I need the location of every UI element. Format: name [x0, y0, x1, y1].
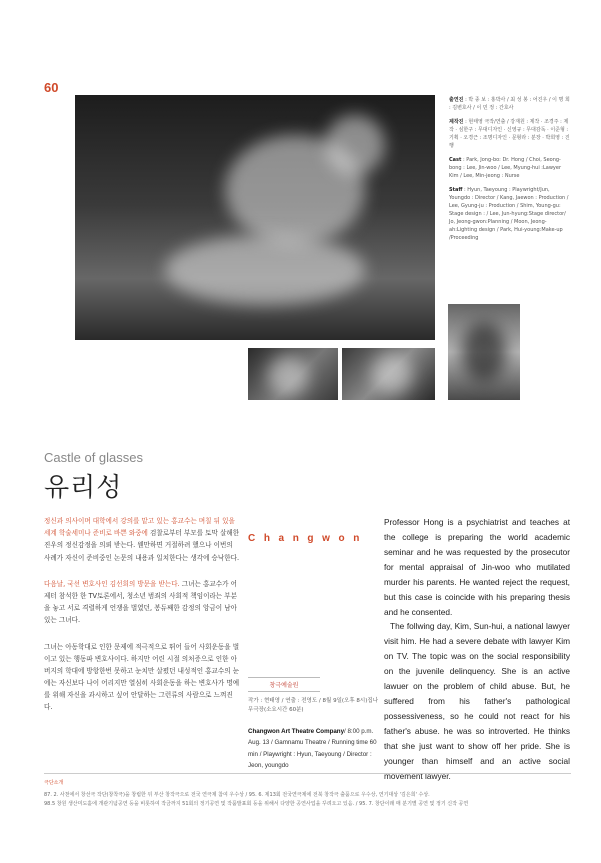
- title-english: Castle of glasses: [44, 450, 143, 465]
- stage-photo-small-2: [342, 348, 435, 400]
- city-label: Changwon: [248, 533, 368, 544]
- footer-line-1: 87. 2. 사천에서 창선극 작단(창착극)을 창립한 뒤 부산 창작극으로 전국 연극제 참여 우수상 / 95. 6. 제13회 전국연극제에 전북 창작극 출품으로 우수상, 연기대상 '김은희' 수상.: [44, 791, 430, 798]
- company-info: [248, 677, 378, 772]
- ko-paragraph-2: 다음날, 국선 변호사인 김선희의 방문을 받는다. 그녀는 홍교수가 어제터 참석한 한 TV토론에서, 청소년 범죄의 사회적 책임이라는 부분을 놓고 서로 격렬하게 언쟁을 벌였던, 봉듀째한 감정의 앙금이 남아 있는 그녀다.: [44, 579, 238, 625]
- stage-photo-main: [75, 95, 435, 340]
- korean-synopsis: [44, 515, 240, 728]
- footer: [44, 779, 571, 810]
- stage-photo-small-1: [248, 348, 338, 400]
- credits-block: [449, 96, 571, 248]
- ko-paragraph-3: 그녀는 아동학대로 인한 문제에 적극적으로 뛰어 들어 사회운동을 벌이고 있는 행동파 변호사이다. 하지만 어린 시절 의처증으로 인한 아버지의 학대에 방항한번 못하고 눈치만 살폈던 내성적인 홍교수의 눈에는 자신보다 나이 어리지만 열심히 사회운동을 하는 변호사가 명예를 위해 자신을 과시하고 싶어 안달하는 그런류의 사람으로 느껴진다.: [44, 642, 240, 712]
- company-name-ko: 창극예술원: [248, 677, 320, 692]
- credits-cast-en: Cast : Park, Jong-bo: Dr. Hong / Choi, Seong-bong : Lee, Jin-woo / Lee, Myung-hui :Lawyer Kim / Lee, Min-jeong : Nurse: [449, 157, 562, 179]
- ko-paragraph-1: 정신과 의사이며 대학에서 강의를 맡고 있는 홍교수는 며칠 뒤 있을 세계 학술세미나 준비로 바쁜 와중에 검찰로부터 부모를 토막 살해한 진우의 정신감정을 의뢰 받는다. 웬만하면 거절하려 했으나 이번의 사례가 자신이 준비중인 논문의 내용과 일치한다는 생각에 승낙한다.: [44, 517, 240, 562]
- footer-line-2: 98.5 창원 생산미도홀에 개관기념공연 등을 비롯하여 작금까지 51회의 정기공연 및 작품발표회 등을 위해서 다양한 공연사업을 꾸려오고 있음. / 95. 7. 창단이래 매 분기별 공연 및 정기 신작 공연: [44, 801, 469, 807]
- company-info-en: Changwon Art Theatre Company/ 8:00 p.m. Aug. 13 / Gamnamu Theatre / Running time 60 min / Playwright : Hyun, Taeyoung / Director : Jeon, youngdo: [248, 727, 377, 770]
- company-info-ko: 작가 : 현태영 / 연출 : 전영도 / 8월 9일(오후 8시)집나무극장(소요시간 60분): [248, 698, 379, 714]
- title-korean: 유리성: [44, 473, 123, 503]
- credits-staff-en: Staff : Hyun, Taeyoung : Playwright/Jun, Youngdo : Director / Kang, Jaewon : Production / Lee, Gyung-ju : Production / Shim, Young-gu: Stage design : / Lee, Jun-hyung:Stage director/ Jo, Jeong-gwon:Planning / Moon, Jeong-ah:Lighting design / Park, Hui-young:Make-up /Proceeding: [449, 187, 569, 241]
- english-synopsis: [384, 515, 570, 784]
- en-paragraph-2: The follwing day, Kim, Sun-hui, a national lawyer visit him. He had a severe debate with lawyer Kim on TV. The topic was on the social responsibility on the juvenile delinquency. She is an active lawuer on the problem of child abuse. But, he suffered from his father's pathological possessiveness, so he could not react for his father's abuse. he was so introverted. He thinks that she just want to show off her pride. She is younger than himself and an active social movement lawyer.: [384, 621, 570, 781]
- footer-label: 극단소개: [44, 780, 64, 786]
- footer-divider: [44, 773, 571, 774]
- credits-cast-ko: 출연진 : 박 종 보 : 홍박사 / 최 성 봉 : 어진우 / 이 명 희 : 김변호사 / 이 민 정 : 간호사: [449, 97, 570, 111]
- stage-photo-portrait: [448, 304, 520, 400]
- en-paragraph-1: Professor Hong is a psychiatrist and teaches at the college is preparing the world academic seminar and he was requested by the prosecutor for mental appraisal of Jin-woo who mutilated murder his parents. He wanted reject the request, but this case is coincide with his preparing thesis and he consented.: [384, 517, 570, 617]
- credits-staff-ko: 제작진 : 현태영 극작/연출 / 강재원 : 제작 · 조경주 : 제작 · 심한구 : 무대디자인 · 신영규 : 무대감독 · 이준형 : 기획 · 오경근 : 조명디자인 · 문형라 : 분장 · 박희영 : 진행: [449, 119, 570, 149]
- page-number: 60: [44, 80, 59, 95]
